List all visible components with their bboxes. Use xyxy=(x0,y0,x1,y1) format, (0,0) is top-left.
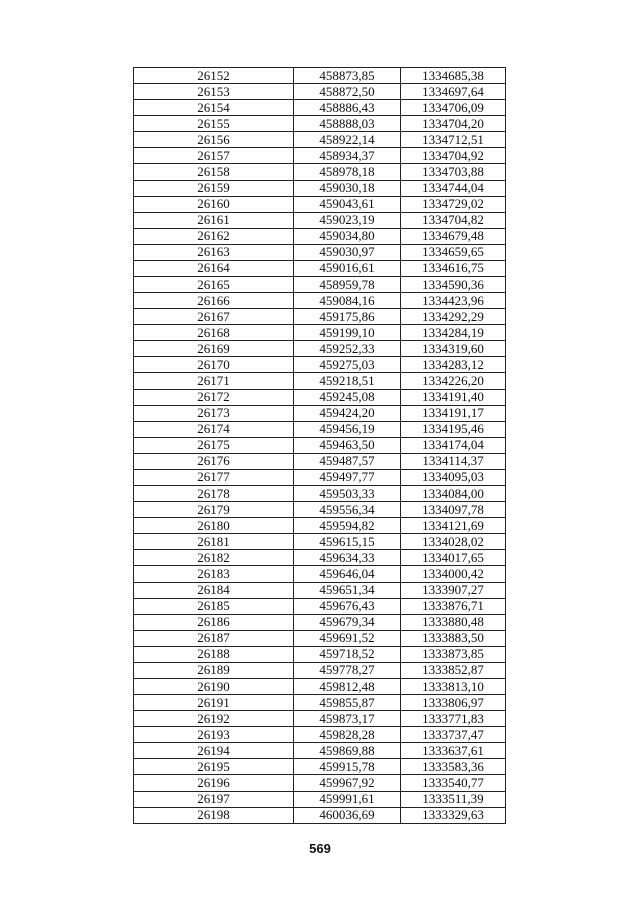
y-coordinate-cell: 1334706,09 xyxy=(401,100,506,116)
y-coordinate-cell: 1334590,36 xyxy=(401,277,506,293)
point-number-cell: 26152 xyxy=(134,68,294,84)
x-coordinate-cell: 459676,43 xyxy=(294,598,401,614)
point-number-cell: 26171 xyxy=(134,373,294,389)
x-coordinate-cell: 459556,34 xyxy=(294,502,401,518)
table-row xyxy=(134,727,506,743)
point-number-cell: 26192 xyxy=(134,711,294,727)
x-coordinate-cell: 459915,78 xyxy=(294,759,401,775)
table-row xyxy=(134,68,506,84)
x-coordinate-cell: 459497,77 xyxy=(294,469,401,485)
point-number-cell: 26162 xyxy=(134,228,294,244)
point-number-cell: 26186 xyxy=(134,614,294,630)
y-coordinate-cell: 1333637,61 xyxy=(401,743,506,759)
point-number-cell: 26177 xyxy=(134,469,294,485)
x-coordinate-cell: 459016,61 xyxy=(294,260,401,276)
table-row xyxy=(134,695,506,711)
y-coordinate-cell: 1334017,65 xyxy=(401,550,506,566)
table-row xyxy=(134,614,506,630)
page-number: 569 xyxy=(309,841,331,856)
table-row xyxy=(134,84,506,100)
y-coordinate-cell: 1334284,19 xyxy=(401,325,506,341)
x-coordinate-cell: 459034,80 xyxy=(294,228,401,244)
table-row xyxy=(134,711,506,727)
table-row xyxy=(134,582,506,598)
table-row xyxy=(134,518,506,534)
y-coordinate-cell: 1334659,65 xyxy=(401,244,506,260)
table-row xyxy=(134,309,506,325)
table-row xyxy=(134,357,506,373)
table-row xyxy=(134,405,506,421)
point-number-cell: 26165 xyxy=(134,277,294,293)
point-number-cell: 26184 xyxy=(134,582,294,598)
table-row xyxy=(134,453,506,469)
y-coordinate-cell: 1334744,04 xyxy=(401,180,506,196)
point-number-cell: 26180 xyxy=(134,518,294,534)
point-number-cell: 26163 xyxy=(134,244,294,260)
table-row xyxy=(134,293,506,309)
point-number-cell: 26174 xyxy=(134,421,294,437)
point-number-cell: 26170 xyxy=(134,357,294,373)
y-coordinate-cell: 1334084,00 xyxy=(401,486,506,502)
point-number-cell: 26182 xyxy=(134,550,294,566)
table-row xyxy=(134,807,506,823)
x-coordinate-cell: 459424,20 xyxy=(294,405,401,421)
y-coordinate-cell: 1334703,88 xyxy=(401,164,506,180)
table-row xyxy=(134,277,506,293)
x-coordinate-cell: 459084,16 xyxy=(294,293,401,309)
y-coordinate-cell: 1334704,20 xyxy=(401,116,506,132)
table-row xyxy=(134,260,506,276)
x-coordinate-cell: 459679,34 xyxy=(294,614,401,630)
point-number-cell: 26156 xyxy=(134,132,294,148)
x-coordinate-cell: 459691,52 xyxy=(294,630,401,646)
point-number-cell: 26190 xyxy=(134,678,294,694)
table-row xyxy=(134,212,506,228)
table-row xyxy=(134,437,506,453)
point-number-cell: 26178 xyxy=(134,486,294,502)
table-row xyxy=(134,373,506,389)
table-row xyxy=(134,743,506,759)
table-row xyxy=(134,598,506,614)
y-coordinate-cell: 1334095,03 xyxy=(401,469,506,485)
point-number-cell: 26153 xyxy=(134,84,294,100)
point-number-cell: 26179 xyxy=(134,502,294,518)
x-coordinate-cell: 459778,27 xyxy=(294,662,401,678)
y-coordinate-cell: 1334028,02 xyxy=(401,534,506,550)
x-coordinate-cell: 459463,50 xyxy=(294,437,401,453)
x-coordinate-cell: 459275,03 xyxy=(294,357,401,373)
table-row xyxy=(134,646,506,662)
x-coordinate-cell: 459615,15 xyxy=(294,534,401,550)
x-coordinate-cell: 459812,48 xyxy=(294,678,401,694)
y-coordinate-cell: 1333880,48 xyxy=(401,614,506,630)
point-number-cell: 26175 xyxy=(134,437,294,453)
y-coordinate-cell: 1333511,39 xyxy=(401,791,506,807)
y-coordinate-cell: 1334191,40 xyxy=(401,389,506,405)
y-coordinate-cell: 1333583,36 xyxy=(401,759,506,775)
y-coordinate-cell: 1333873,85 xyxy=(401,646,506,662)
point-number-cell: 26188 xyxy=(134,646,294,662)
table-row xyxy=(134,164,506,180)
y-coordinate-cell: 1334704,82 xyxy=(401,212,506,228)
x-coordinate-cell: 458934,37 xyxy=(294,148,401,164)
y-coordinate-cell: 1334319,60 xyxy=(401,341,506,357)
y-coordinate-cell: 1333540,77 xyxy=(401,775,506,791)
y-coordinate-cell: 1334712,51 xyxy=(401,132,506,148)
point-number-cell: 26189 xyxy=(134,662,294,678)
point-number-cell: 26167 xyxy=(134,309,294,325)
y-coordinate-cell: 1333806,97 xyxy=(401,695,506,711)
x-coordinate-cell: 459043,61 xyxy=(294,196,401,212)
x-coordinate-cell: 458922,14 xyxy=(294,132,401,148)
x-coordinate-cell: 458886,43 xyxy=(294,100,401,116)
x-coordinate-cell: 459967,92 xyxy=(294,775,401,791)
point-number-cell: 26155 xyxy=(134,116,294,132)
x-coordinate-cell: 459503,33 xyxy=(294,486,401,502)
table-row xyxy=(134,196,506,212)
y-coordinate-cell: 1334729,02 xyxy=(401,196,506,212)
table-row xyxy=(134,550,506,566)
x-coordinate-cell: 459651,34 xyxy=(294,582,401,598)
table-row xyxy=(134,341,506,357)
y-coordinate-cell: 1334114,37 xyxy=(401,453,506,469)
point-number-cell: 26197 xyxy=(134,791,294,807)
y-coordinate-cell: 1334283,12 xyxy=(401,357,506,373)
point-number-cell: 26169 xyxy=(134,341,294,357)
table-row xyxy=(134,244,506,260)
table-row xyxy=(134,100,506,116)
x-coordinate-cell: 458888,03 xyxy=(294,116,401,132)
coordinates-table-body xyxy=(134,68,506,824)
x-coordinate-cell: 459718,52 xyxy=(294,646,401,662)
y-coordinate-cell: 1334097,78 xyxy=(401,502,506,518)
table-row xyxy=(134,148,506,164)
x-coordinate-cell: 458873,85 xyxy=(294,68,401,84)
table-row xyxy=(134,132,506,148)
x-coordinate-cell: 459828,28 xyxy=(294,727,401,743)
x-coordinate-cell: 459175,86 xyxy=(294,309,401,325)
y-coordinate-cell: 1333883,50 xyxy=(401,630,506,646)
table-row xyxy=(134,678,506,694)
x-coordinate-cell: 459023,19 xyxy=(294,212,401,228)
y-coordinate-cell: 1333852,87 xyxy=(401,662,506,678)
point-number-cell: 26154 xyxy=(134,100,294,116)
point-number-cell: 26173 xyxy=(134,405,294,421)
table-row xyxy=(134,534,506,550)
y-coordinate-cell: 1333329,63 xyxy=(401,807,506,823)
point-number-cell: 26181 xyxy=(134,534,294,550)
y-coordinate-cell: 1334679,48 xyxy=(401,228,506,244)
x-coordinate-cell: 459869,88 xyxy=(294,743,401,759)
x-coordinate-cell: 458959,78 xyxy=(294,277,401,293)
table-row xyxy=(134,775,506,791)
table-row xyxy=(134,421,506,437)
table-row xyxy=(134,502,506,518)
y-coordinate-cell: 1333771,83 xyxy=(401,711,506,727)
y-coordinate-cell: 1333907,27 xyxy=(401,582,506,598)
y-coordinate-cell: 1333876,71 xyxy=(401,598,506,614)
point-number-cell: 26172 xyxy=(134,389,294,405)
y-coordinate-cell: 1334292,29 xyxy=(401,309,506,325)
x-coordinate-cell: 458978,18 xyxy=(294,164,401,180)
x-coordinate-cell: 459199,10 xyxy=(294,325,401,341)
y-coordinate-cell: 1334704,92 xyxy=(401,148,506,164)
coordinates-table xyxy=(133,67,506,824)
point-number-cell: 26168 xyxy=(134,325,294,341)
x-coordinate-cell: 459487,57 xyxy=(294,453,401,469)
point-number-cell: 26158 xyxy=(134,164,294,180)
x-coordinate-cell: 459646,04 xyxy=(294,566,401,582)
table-row xyxy=(134,486,506,502)
x-coordinate-cell: 459594,82 xyxy=(294,518,401,534)
y-coordinate-cell: 1334685,38 xyxy=(401,68,506,84)
table-row xyxy=(134,662,506,678)
point-number-cell: 26160 xyxy=(134,196,294,212)
point-number-cell: 26161 xyxy=(134,212,294,228)
point-number-cell: 26166 xyxy=(134,293,294,309)
point-number-cell: 26196 xyxy=(134,775,294,791)
table-row xyxy=(134,566,506,582)
point-number-cell: 26159 xyxy=(134,180,294,196)
point-number-cell: 26193 xyxy=(134,727,294,743)
point-number-cell: 26187 xyxy=(134,630,294,646)
point-number-cell: 26195 xyxy=(134,759,294,775)
x-coordinate-cell: 459030,18 xyxy=(294,180,401,196)
x-coordinate-cell: 459855,87 xyxy=(294,695,401,711)
point-number-cell: 26185 xyxy=(134,598,294,614)
table-row xyxy=(134,759,506,775)
y-coordinate-cell: 1334697,64 xyxy=(401,84,506,100)
y-coordinate-cell: 1334616,75 xyxy=(401,260,506,276)
x-coordinate-cell: 459252,33 xyxy=(294,341,401,357)
point-number-cell: 26176 xyxy=(134,453,294,469)
x-coordinate-cell: 459456,19 xyxy=(294,421,401,437)
x-coordinate-cell: 460036,69 xyxy=(294,807,401,823)
point-number-cell: 26157 xyxy=(134,148,294,164)
table-row xyxy=(134,469,506,485)
point-number-cell: 26164 xyxy=(134,260,294,276)
x-coordinate-cell: 459873,17 xyxy=(294,711,401,727)
y-coordinate-cell: 1334121,69 xyxy=(401,518,506,534)
table-row xyxy=(134,228,506,244)
y-coordinate-cell: 1334000,42 xyxy=(401,566,506,582)
table-row xyxy=(134,630,506,646)
point-number-cell: 26183 xyxy=(134,566,294,582)
y-coordinate-cell: 1334191,17 xyxy=(401,405,506,421)
table-row xyxy=(134,389,506,405)
table-row xyxy=(134,116,506,132)
x-coordinate-cell: 459218,51 xyxy=(294,373,401,389)
x-coordinate-cell: 458872,50 xyxy=(294,84,401,100)
x-coordinate-cell: 459030,97 xyxy=(294,244,401,260)
point-number-cell: 26198 xyxy=(134,807,294,823)
y-coordinate-cell: 1334226,20 xyxy=(401,373,506,389)
y-coordinate-cell: 1334423,96 xyxy=(401,293,506,309)
table-row xyxy=(134,180,506,196)
table-row xyxy=(134,325,506,341)
y-coordinate-cell: 1334195,46 xyxy=(401,421,506,437)
y-coordinate-cell: 1334174,04 xyxy=(401,437,506,453)
point-number-cell: 26191 xyxy=(134,695,294,711)
x-coordinate-cell: 459634,33 xyxy=(294,550,401,566)
y-coordinate-cell: 1333813,10 xyxy=(401,678,506,694)
y-coordinate-cell: 1333737,47 xyxy=(401,727,506,743)
table-row xyxy=(134,791,506,807)
point-number-cell: 26194 xyxy=(134,743,294,759)
x-coordinate-cell: 459991,61 xyxy=(294,791,401,807)
x-coordinate-cell: 459245,08 xyxy=(294,389,401,405)
